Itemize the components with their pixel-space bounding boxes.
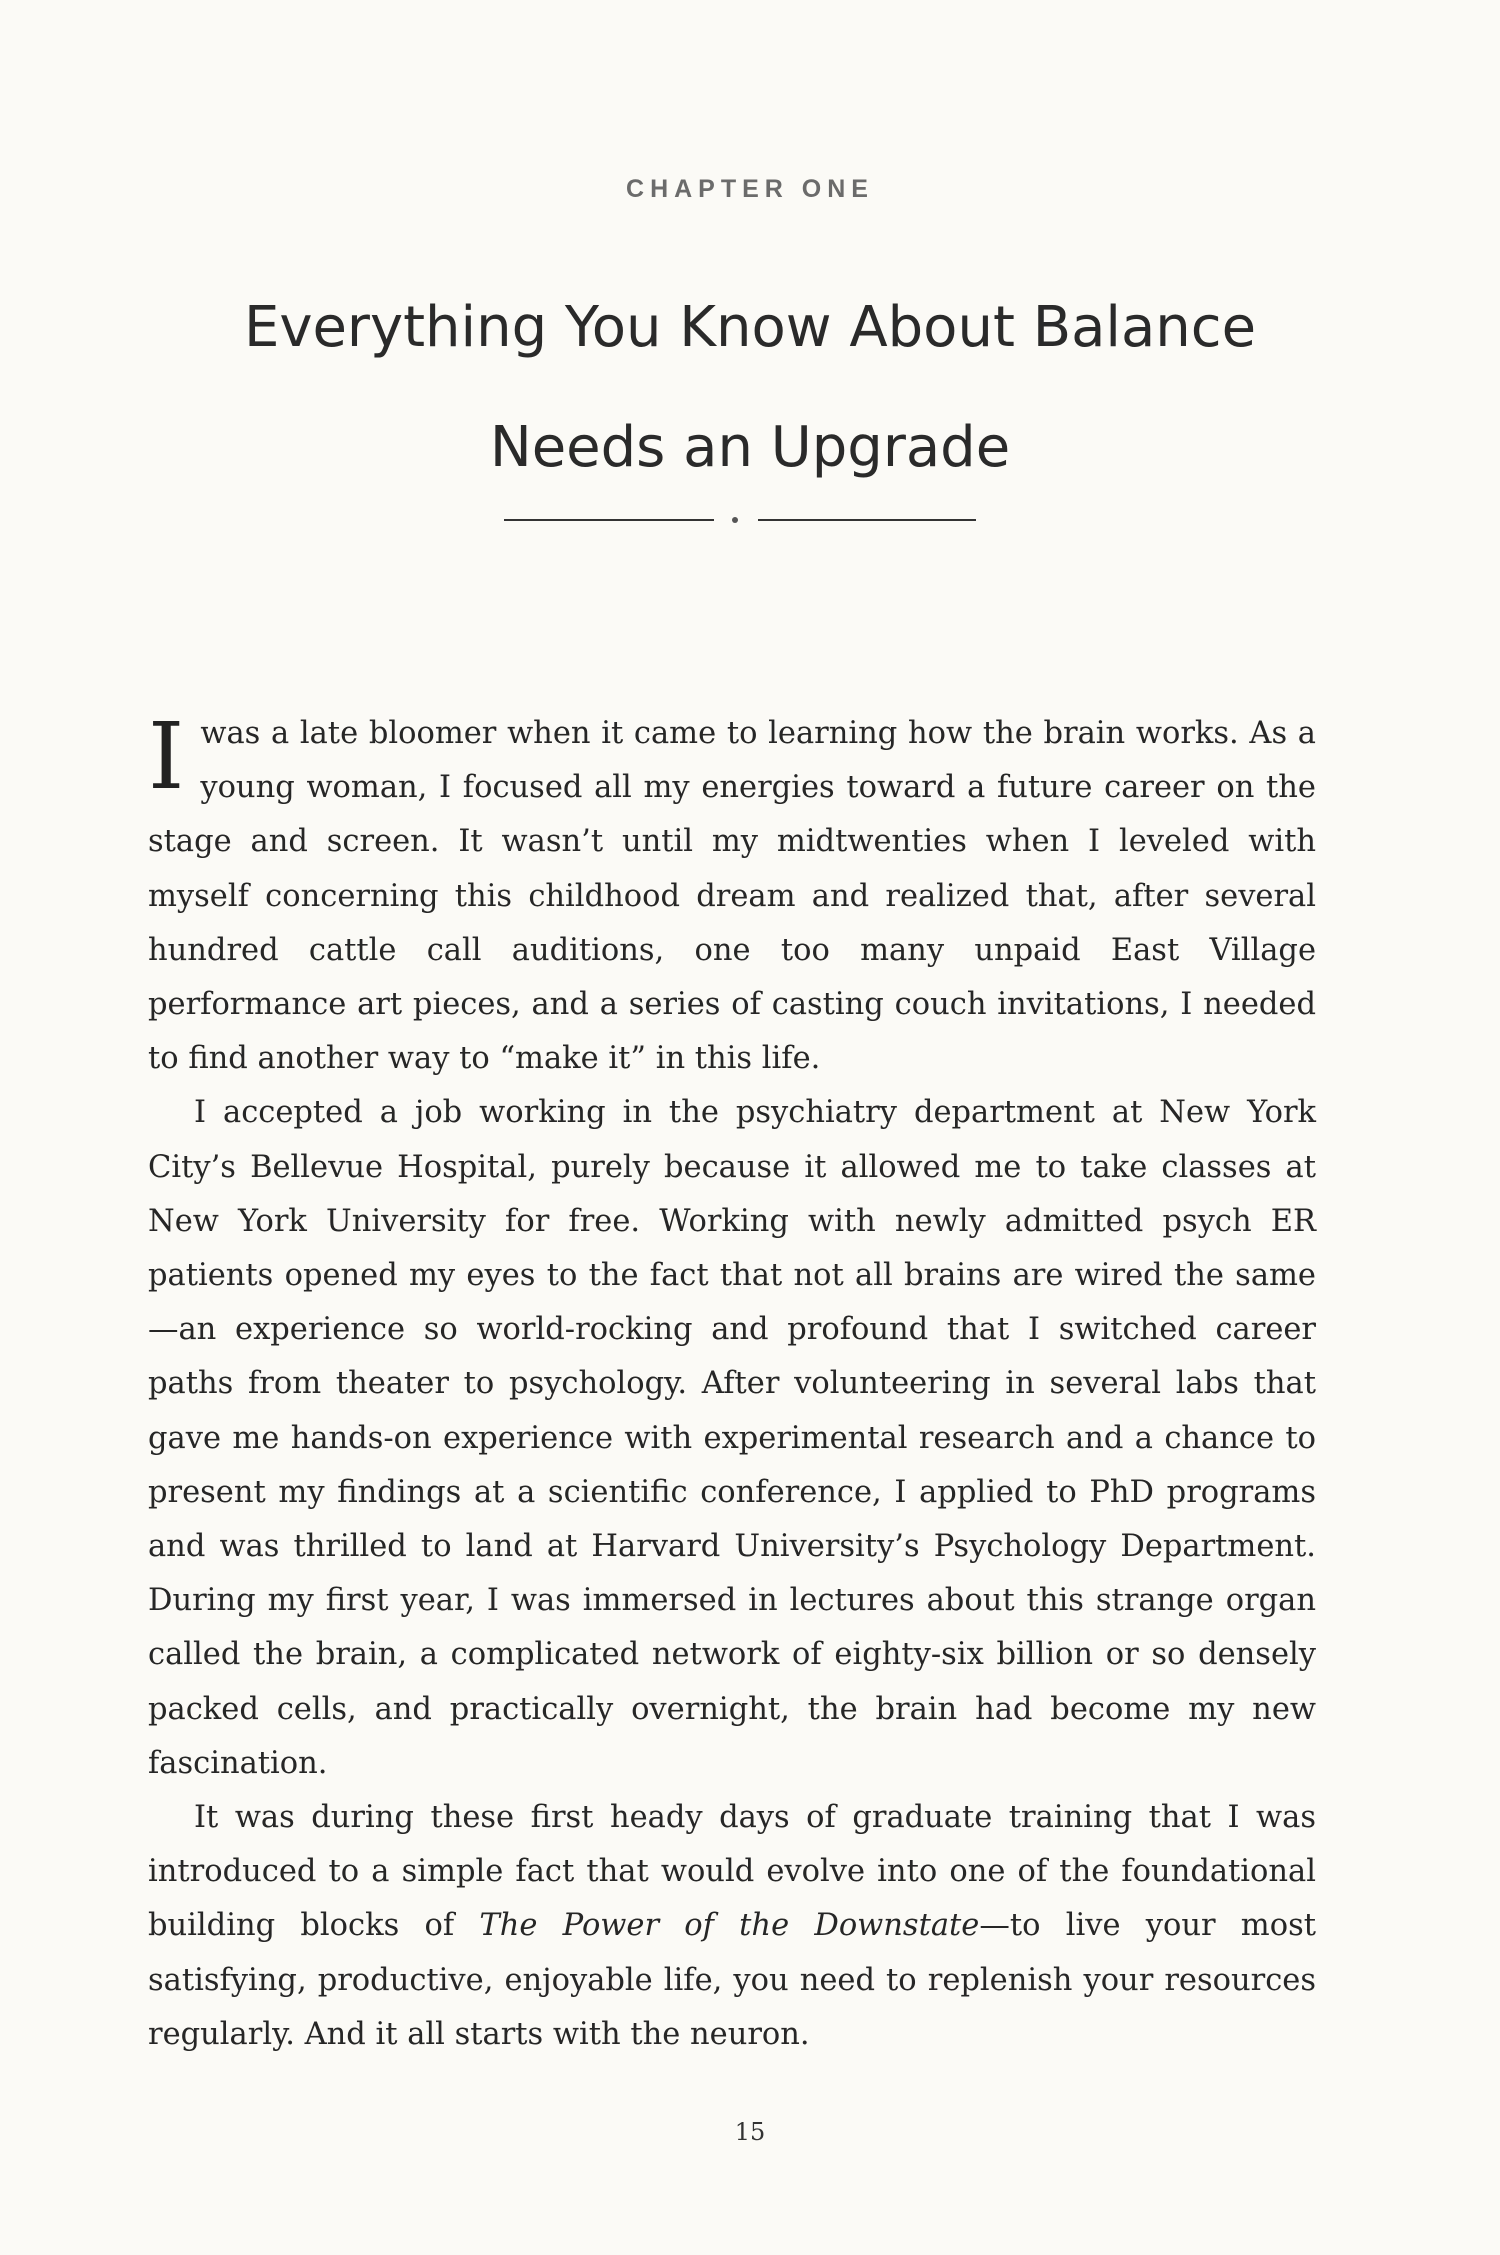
book-title-italic: The Power of the Downstate — [479, 1908, 980, 1944]
chapter-body — [148, 703, 1316, 2062]
chapter-label: CHAPTER ONE — [626, 175, 874, 203]
paragraph-3-text-before: It was during these first heady days of graduate training that I was introduced to a simple fact that would evolve into one of the foundational building blocks of — [148, 1800, 1316, 1944]
divider-line-right — [758, 519, 976, 521]
paragraph-3-text-after: —to live your most satisfying, productive, enjoyable life, you need to replenish your resources regularly. And it all starts with the neuron. — [148, 1908, 1316, 2052]
paragraph-3 — [148, 1791, 1316, 2062]
paragraph-2: I accepted a job working in the psychiatry department at New York City’s Bellevue Hospital, purely because it allowed me to take classes at New York University for free. Working with newly admitted psych ER patients opened my eyes to the fact that not all brains are wired the same—an experience so world-rocking and profound that I switched career paths from theater to psychology. After volunteering in several labs that gave me hands-on experience with experimental research and a chance to present my findings at a scientific conference, I applied to PhD programs and was thrilled to land at Harvard University’s Psychology Department. During my first year, I was immersed in lectures about this strange organ called the brain, a complicated network of eighty-six billion or so densely packed cells, and practically overnight, the brain had become my new fascination. — [148, 1095, 1316, 1781]
divider-dot-icon — [732, 517, 738, 523]
title-divider-ornament — [504, 514, 976, 526]
chapter-title-line-2: Needs an Upgrade — [489, 415, 1011, 480]
chapter-title — [150, 268, 1350, 508]
divider-line-left — [504, 519, 714, 521]
chapter-title-line-1: Everything You Know About Balance — [243, 295, 1257, 360]
drop-cap: I — [148, 703, 185, 810]
page-number: 15 — [734, 2118, 766, 2146]
paragraph-1 — [148, 703, 1316, 1086]
paragraph-1-text: was a late bloomer when it came to learning how the brain works. As a young woman, I focused all my energies toward a future career on the stage and screen. It wasn’t until my midtwenties when I leveled with myself concerning this childhood dream and realized that, after several hundred cattle call auditions, one too many unpaid East Village performance art pieces, and a series of casting couch invitations, I needed to find another way to “make it” in this life. — [148, 716, 1316, 1077]
